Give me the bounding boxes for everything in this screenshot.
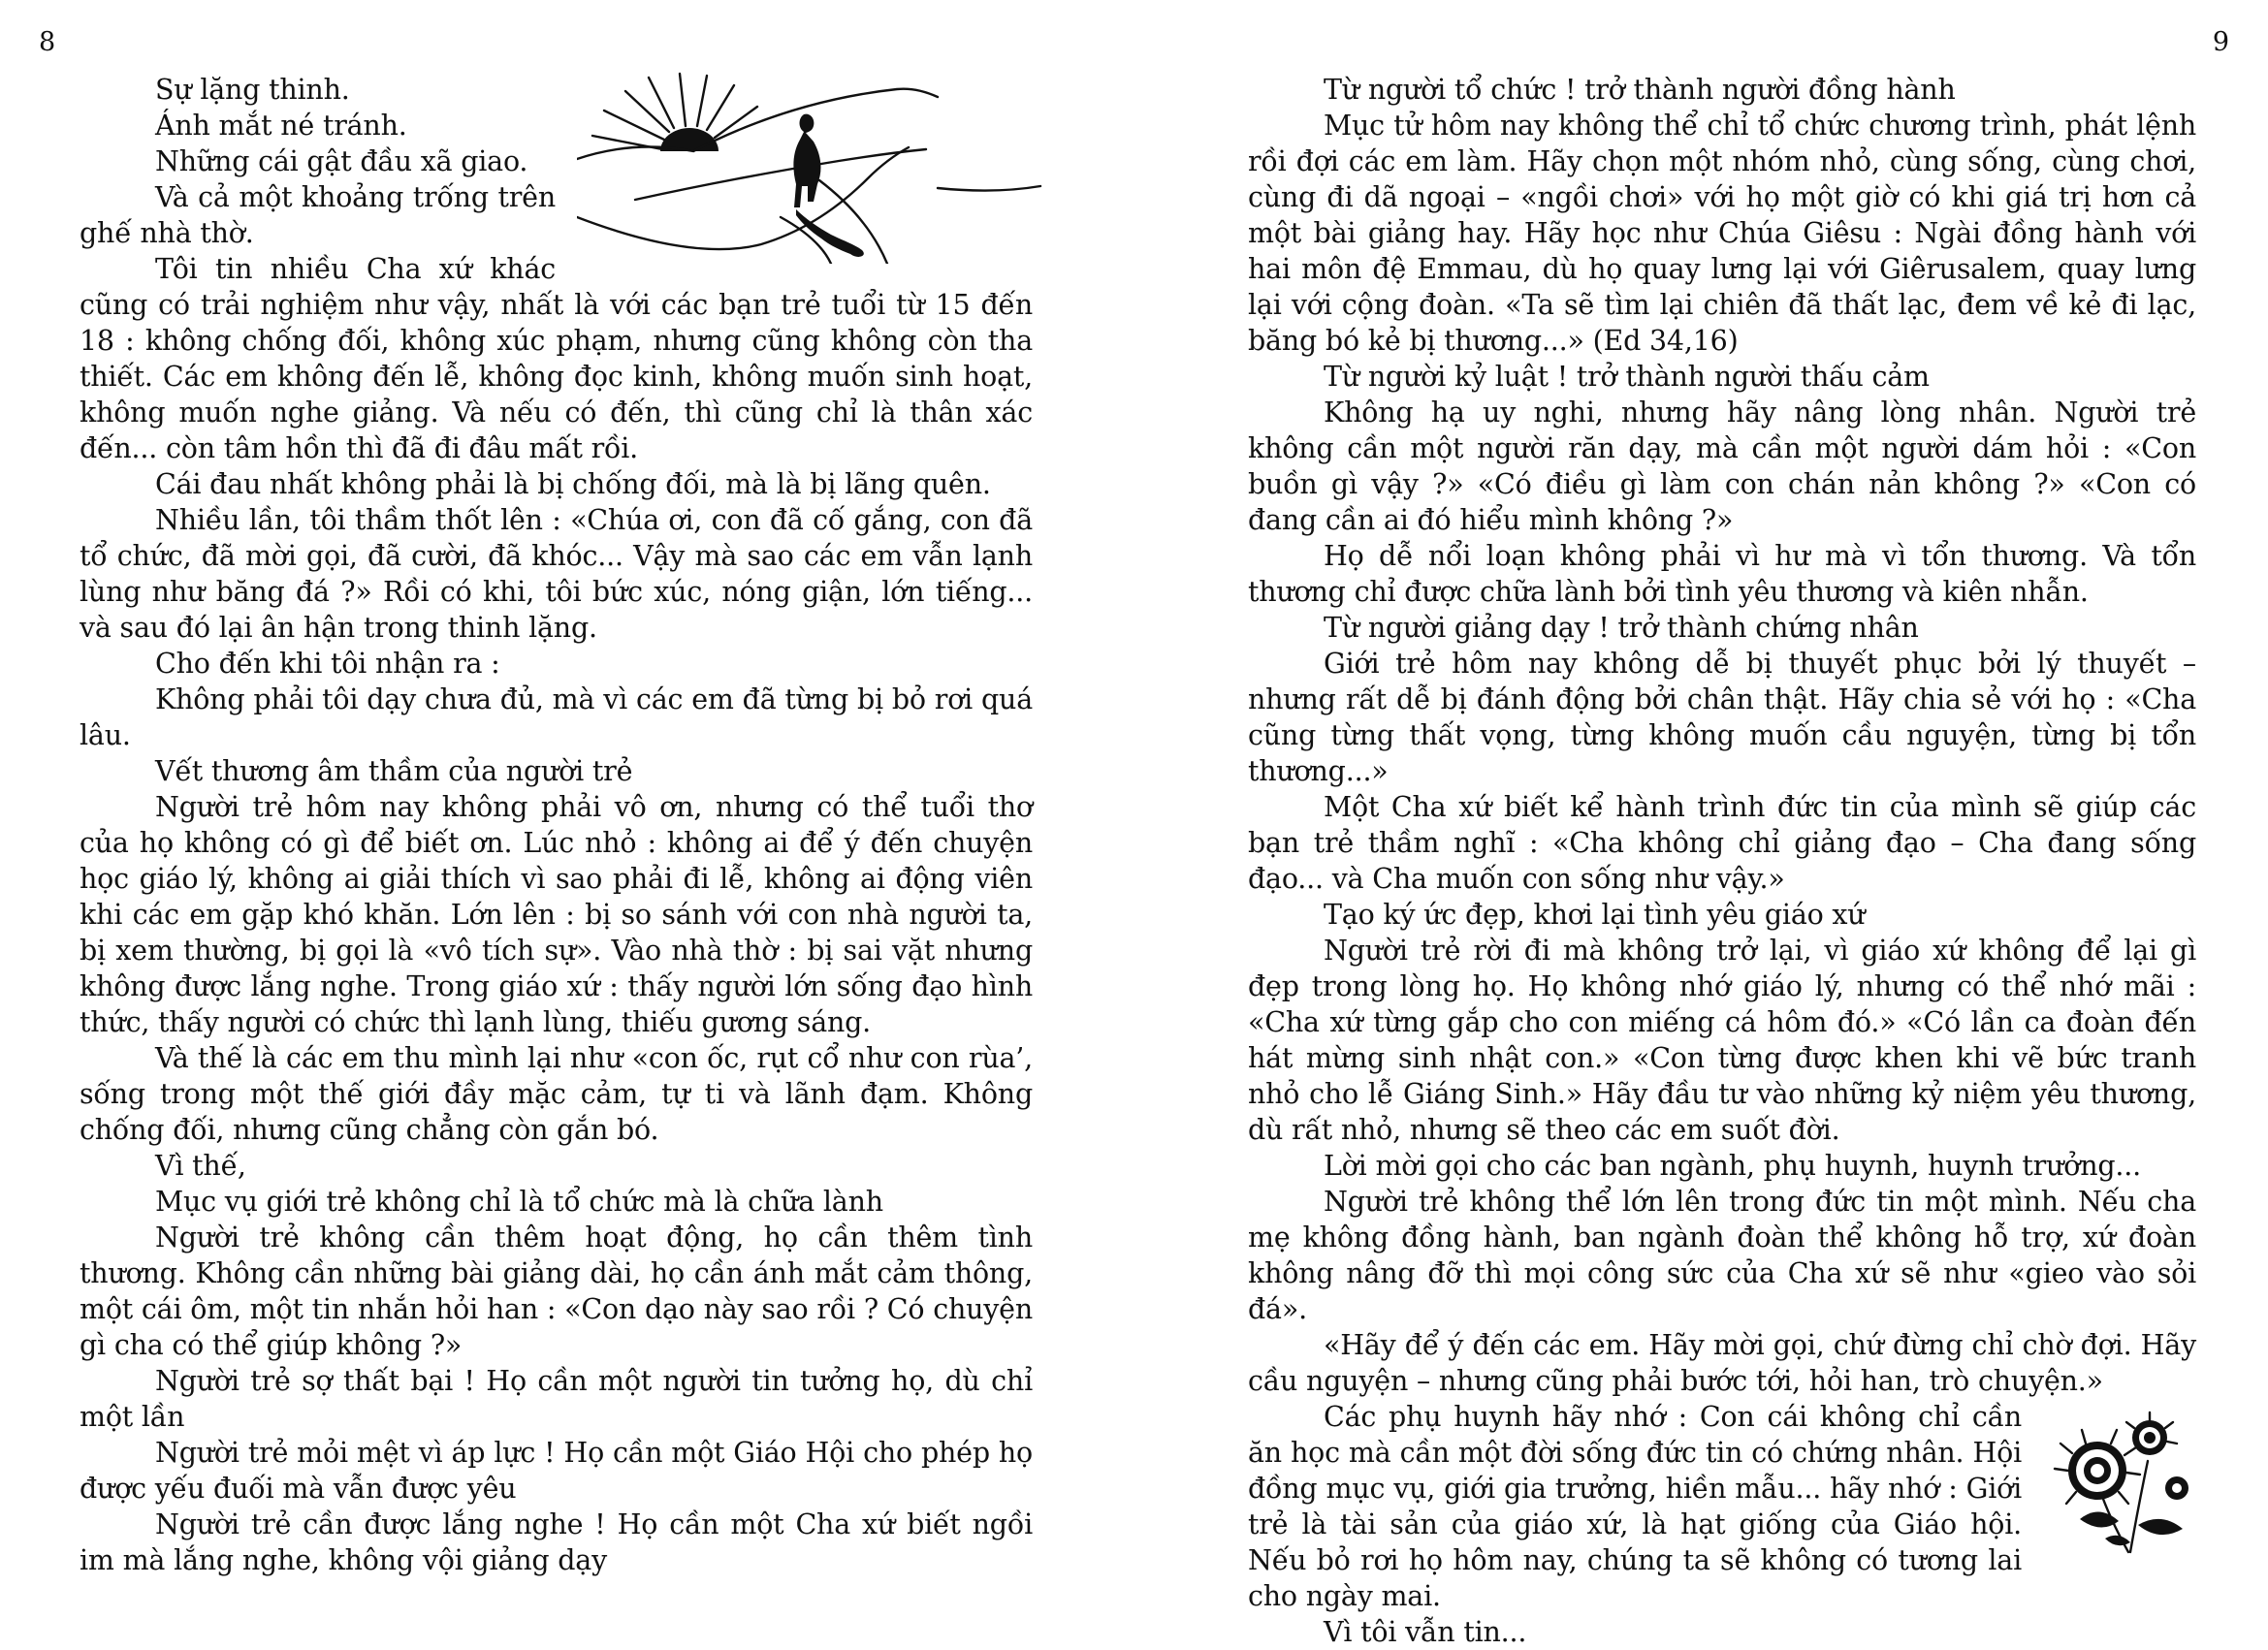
section-heading: Lời mời gọi cho các ban ngành, phụ huynh, huynh trưởng...	[1324, 1150, 2141, 1182]
left-paragraphs	[80, 72, 1033, 1578]
section-heading: Vết thương âm thầm của người trẻ	[155, 755, 633, 787]
paragraph: Giới trẻ hôm nay không dễ bị thuyết phục bởi lý thuyết – nhưng rất dễ bị đánh động bởi chân thật. Hãy chia sẻ với họ : «Cha cũng từng thất vọng, từng không muốn cầu nguyện, từng bị tổn thương...»	[1248, 648, 2196, 787]
paragraph: Người trẻ sợ thất bại ! Họ cần một người tin tưởng họ, dù chỉ một lần	[80, 1365, 1033, 1433]
paragraph: Sự lặng thinh.	[155, 74, 350, 106]
left-page	[0, 0, 1134, 1603]
paragraph: Mục tử hôm nay không thể chỉ tổ chức chương trình, phát lệnh rồi đợi các em làm. Hãy chọn một nhóm nhỏ, cùng sống, cùng chơi, cùng đi dã ngoại – «ngồi chơi» với họ một giờ có khi giá trị hơn cả một bài giảng hay. Hãy học như Chúa Giêsu : Ngài đồng hành với hai môn đệ Emmau, dù họ quay lưng lại với Giêrusalem, quay lưng lại với cộng đoàn. «Ta sẽ tìm lại chiên đã thất lạc, đem về kẻ đi lạc, băng bó kẻ bị thương...» (Ed 34,16)	[1248, 110, 2196, 357]
paragraph: Những cái gật đầu xã giao.	[155, 145, 528, 177]
paragraph: Ánh mắt né tránh.	[155, 110, 407, 142]
right-page	[1134, 0, 2268, 1648]
paragraph: Vì thế,	[155, 1150, 246, 1182]
paragraph: Họ dễ nổi loạn không phải vì hư mà vì tổn thương. Và tổn thương chỉ được chữa lành bởi tình yêu thương và kiên nhẫn.	[1248, 540, 2196, 608]
paragraph: Cho đến khi tôi nhận ra :	[155, 648, 500, 680]
paragraph: Người trẻ không thể lớn lên trong đức tin một mình. Nếu cha mẹ không đồng hành, ban ngành đoàn thể không hỗ trợ, xứ đoàn không nâng đỡ thì mọi công sức của Cha xứ sẽ như «gieo vào sỏi đá».	[1248, 1186, 2196, 1325]
paragraph: Không phải tôi dạy chưa đủ, mà vì các em đã từng bị bỏ rơi quá lâu.	[80, 683, 1033, 751]
paragraph: Người trẻ rời đi mà không trở lại, vì giáo xứ không để lại gì đẹp trong lòng họ. Họ không nhớ giáo lý, nhưng có thể nhớ mãi : «Cha xứ từng gắp cho con miếng cá hôm đó.» «Có lần ca đoàn đến hát mừng sinh nhật con.» «Con từng được khen khi vẽ bức tranh nhỏ cho lễ Giáng Sinh.» Hãy đầu tư vào những kỷ niệm yêu thương, dù rất nhỏ, nhưng sẽ theo các em suốt đời.	[1248, 935, 2196, 1146]
section-heading: Từ người tổ chức ! trở thành người đồng hành	[1324, 74, 1956, 106]
section-heading: Mục vụ giới trẻ không chỉ là tổ chức mà là chữa lành	[155, 1186, 883, 1218]
paragraph: Không hạ uy nghi, nhưng hãy nâng lòng nhân. Người trẻ không cần một người răn dạy, mà cần một người dám hỏi : «Con buồn gì vậy ?» «Có điều gì làm con chán nản không ?» «Con có đang cần ai đó hiểu mình không ?»	[1248, 397, 2196, 536]
paragraph: Và thế là các em thu mình lại như «con ốc, rụt cổ như con rùa’, sống trong một thế giới đầy mặc cảm, tự ti và lãnh đạm. Không chống đối, nhưng cũng chẳng còn gắn bó.	[80, 1042, 1033, 1146]
paragraph: Người trẻ mỏi mệt vì áp lực ! Họ cần một Giáo Hội cho phép họ được yếu đuối mà vẫn được yêu	[80, 1437, 1033, 1505]
sunrise-walker-drawing-icon	[577, 72, 1042, 264]
paragraph: Vì tôi vẫn tin...	[1324, 1616, 1527, 1648]
paragraph: «Hãy để ý đến các em. Hãy mời gọi, chứ đừng chỉ chờ đợi. Hãy cầu nguyện – nhưng cũng phải bước tới, hỏi han, trò chuyện.»	[1248, 1329, 2196, 1397]
right-text-column	[1248, 72, 2196, 1650]
paragraph: Người trẻ hôm nay không phải vô ơn, nhưng có thể tuổi thơ của họ không có gì để biết ơn. Lúc nhỏ : không ai để ý đến chuyện học giáo lý, không ai giải thích vì sao phải đi lễ, không ai động viên khi các em gặp khó khăn. Lớn lên : bị so sánh với con nhà người ta, bị xem thường, bị gọi là «vô tích sự». Vào nhà thờ : bị sai vặt nhưng không được lắng nghe. Trong giáo xứ : thấy người lớn sống đạo hình thức, thấy người có chức thì lạnh lùng, thiếu gương sáng.	[80, 791, 1033, 1038]
paragraph: Người trẻ không cần thêm hoạt động, họ cần thêm tình thương. Không cần những bài giảng dài, họ cần ánh mắt cảm thông, một cái ôm, một tin nhắn hỏi han : «Con dạo này sao rồi ? Có chuyện gì cha có thể giúp không ?»	[80, 1222, 1033, 1361]
page-number-right: 9	[2212, 27, 2229, 57]
chrysanthemum-drawing-icon	[2041, 1411, 2206, 1556]
page-number-left: 8	[39, 27, 56, 57]
paragraph: Người trẻ cần được lắng nghe ! Họ cần một Cha xứ biết ngồi im mà lắng nghe, không vội giảng dạy	[80, 1508, 1033, 1576]
paragraph: Tôi tin nhiều Cha xứ khác cũng có trải nghiệm như vậy, nhất là với các bạn trẻ tuổi từ 15 đến 18 : không chống đối, không xúc phạm, nhưng cũng không còn tha thiết. Các em không đến lễ, không đọc kinh, không muốn sinh hoạt, không muốn nghe giảng. Và nếu có đến, thì cũng chỉ là thân xác đến... còn tâm hồn thì đã đi đâu mất rồi.	[80, 253, 1033, 464]
paragraph: Nhiều lần, tôi thầm thốt lên : «Chúa ơi, con đã cố gắng, con đã tổ chức, đã mời gọi, đã cười, đã khóc... Vậy mà sao các em vẫn lạnh lùng như băng đá ?» Rồi có khi, tôi bức xúc, nóng giận, lớn tiếng... và sau đó lại ân hận trong thinh lặng.	[80, 504, 1033, 644]
left-text-column	[80, 72, 1033, 1578]
section-heading: Từ người kỷ luật ! trở thành người thấu cảm	[1324, 361, 1930, 393]
section-heading: Từ người giảng dạy ! trở thành chứng nhân	[1324, 612, 1919, 644]
paragraph: Và cả một khoảng trống trên ghế nhà thờ.	[80, 181, 556, 249]
paragraph: Cái đau nhất không phải là bị chống đối, mà là bị lãng quên.	[155, 468, 991, 500]
section-heading: Tạo ký ức đẹp, khơi lại tình yêu giáo xứ	[1324, 899, 1866, 931]
paragraph: Các phụ huynh hãy nhớ : Con cái không chỉ cần ăn học mà cần một đời sống đức tin có chứng nhân. Hội đồng mục vụ, giới gia trưởng, hiền mẫu... hãy nhớ : Giới trẻ là tài sản của giáo xứ, là hạt giống của Giáo hội. Nếu bỏ rơi họ hôm nay, chúng ta sẽ không có tương lai cho ngày mai.	[1248, 1401, 2022, 1612]
paragraph: Một Cha xứ biết kể hành trình đức tin của mình sẽ giúp các bạn trẻ thầm nghĩ : «Cha không chỉ giảng đạo – Cha đang sống đạo... và Cha muốn con sống như vậy.»	[1248, 791, 2196, 895]
